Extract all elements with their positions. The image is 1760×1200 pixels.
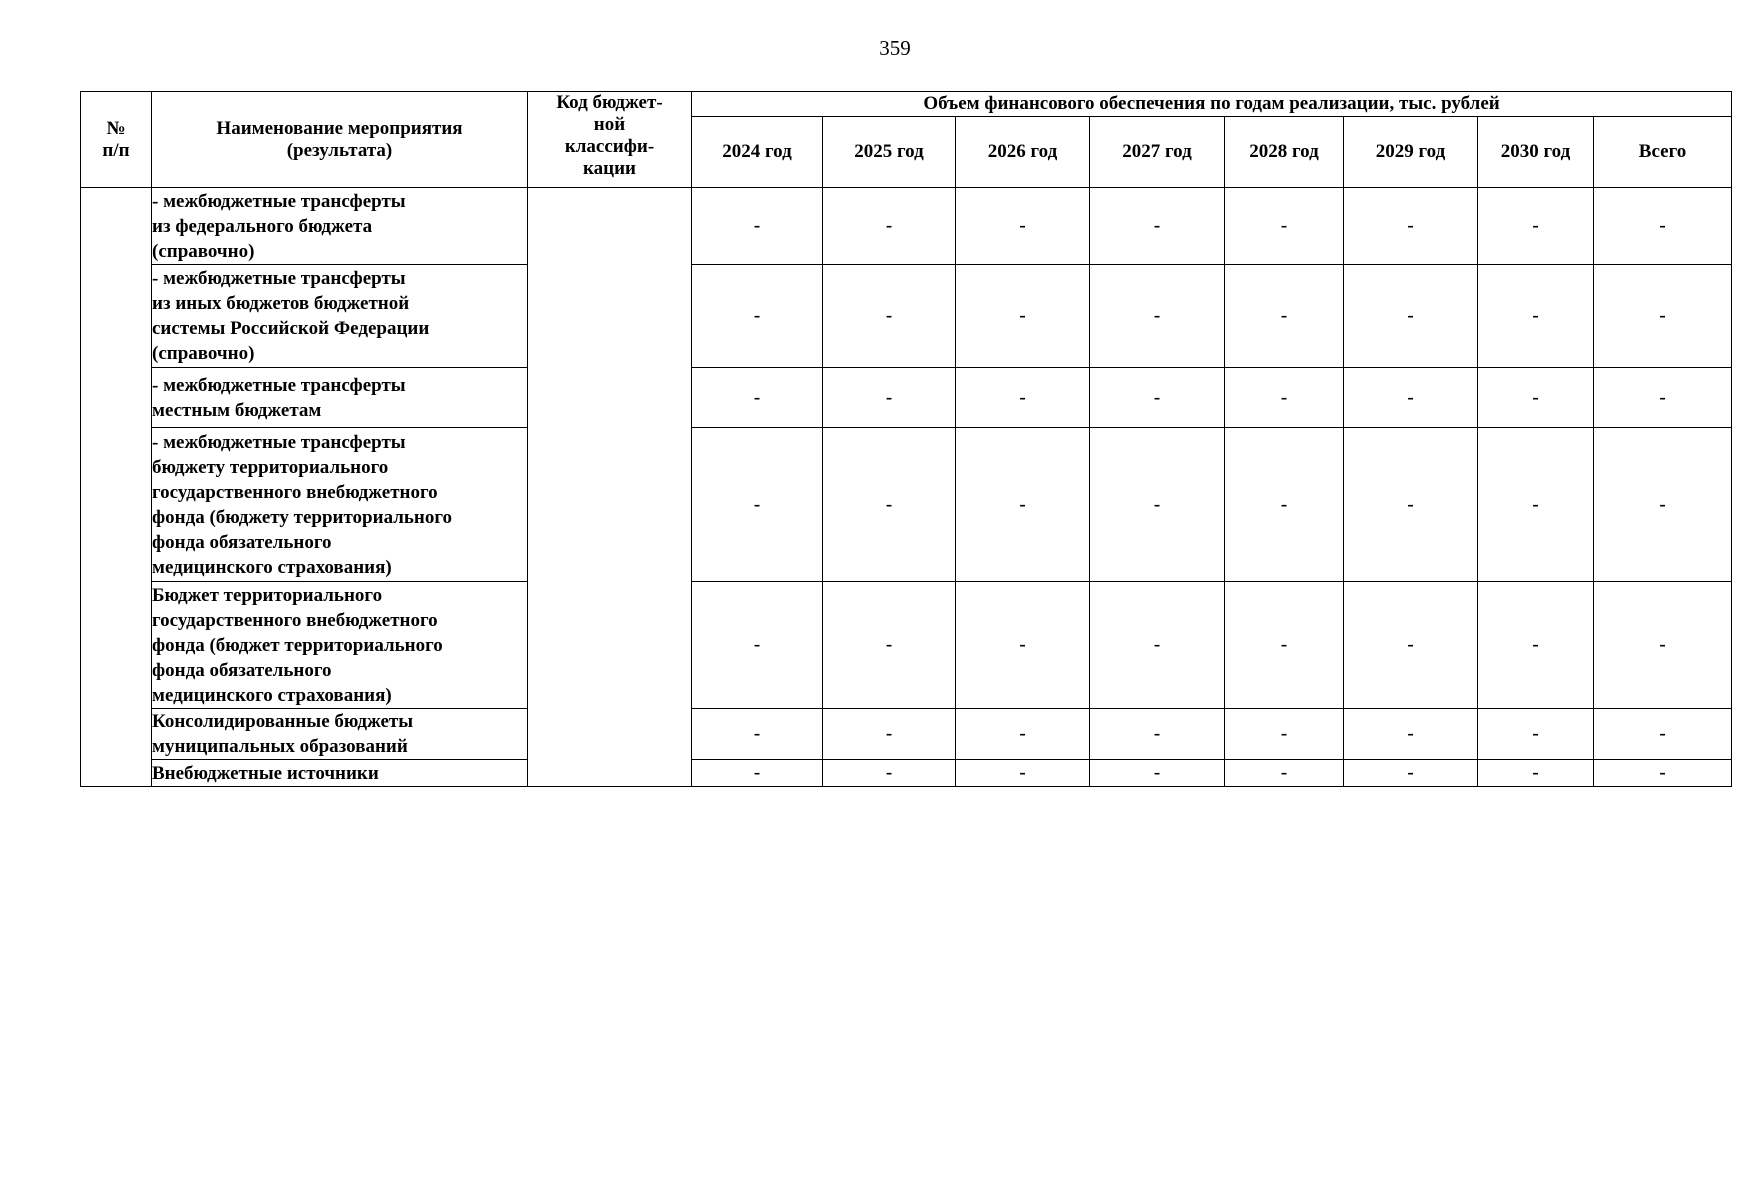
value-cell: - <box>1344 368 1478 428</box>
header-year: 2030 год <box>1478 117 1594 188</box>
header-total: Всего <box>1594 117 1732 188</box>
value-cell: - <box>823 265 956 368</box>
header-year: 2029 год <box>1344 117 1478 188</box>
value-cell: - <box>1344 709 1478 760</box>
value-cell: - <box>692 709 823 760</box>
value-cell: - <box>1090 709 1225 760</box>
value-cell: - <box>692 760 823 787</box>
value-cell: - <box>1594 582 1732 709</box>
value-cell: - <box>956 368 1090 428</box>
value-cell: - <box>1090 188 1225 265</box>
value-cell: - <box>1090 428 1225 582</box>
value-cell: - <box>692 265 823 368</box>
value-cell: - <box>1478 709 1594 760</box>
value-cell: - <box>1594 428 1732 582</box>
value-cell: - <box>1090 368 1225 428</box>
header-year: 2027 год <box>1090 117 1225 188</box>
value-cell: - <box>823 368 956 428</box>
value-cell: - <box>1344 582 1478 709</box>
header-year: 2025 год <box>823 117 956 188</box>
header-year: 2028 год <box>1225 117 1344 188</box>
value-cell: - <box>1225 760 1344 787</box>
value-cell: - <box>1478 188 1594 265</box>
row-name: Бюджет территориального государственного внебюджетного фонда (бюджет территориального фонда обязательного медицинского страхования) <box>152 582 528 709</box>
value-cell: - <box>1344 188 1478 265</box>
table-row <box>81 265 1732 368</box>
value-cell: - <box>1478 368 1594 428</box>
header-year: 2026 год <box>956 117 1090 188</box>
value-cell: - <box>956 760 1090 787</box>
value-cell: - <box>1478 428 1594 582</box>
row-name: - межбюджетные трансферты из иных бюджетов бюджетной системы Российской Федерации (справочно) <box>152 265 528 368</box>
value-cell: - <box>1478 760 1594 787</box>
value-cell: - <box>1225 368 1344 428</box>
value-cell: - <box>1344 760 1478 787</box>
value-cell: - <box>1090 265 1225 368</box>
value-cell: - <box>692 428 823 582</box>
value-cell: - <box>1594 265 1732 368</box>
value-cell: - <box>823 188 956 265</box>
value-cell: - <box>956 582 1090 709</box>
header-budget-code: Код бюджет- ной классифи- кации <box>528 92 692 188</box>
value-cell: - <box>1478 582 1594 709</box>
page-number: 359 <box>879 36 911 60</box>
value-cell: - <box>1478 265 1594 368</box>
value-cell: - <box>1594 368 1732 428</box>
value-cell: - <box>1225 428 1344 582</box>
value-cell: - <box>823 760 956 787</box>
value-cell: - <box>1090 760 1225 787</box>
value-cell: - <box>1090 582 1225 709</box>
table-row <box>81 428 1732 582</box>
table-row <box>81 760 1732 787</box>
value-cell: - <box>1225 188 1344 265</box>
budget-code-cell <box>528 188 692 787</box>
value-cell: - <box>1594 709 1732 760</box>
row-name: Консолидированные бюджеты муниципальных образований <box>152 709 528 760</box>
header-financing-group: Объем финансового обеспечения по годам реализации, тыс. рублей <box>692 92 1732 117</box>
value-cell: - <box>956 709 1090 760</box>
value-cell: - <box>956 188 1090 265</box>
table-row <box>81 368 1732 428</box>
header-name: Наименование мероприятия (результата) <box>152 92 528 188</box>
value-cell: - <box>956 428 1090 582</box>
value-cell: - <box>823 428 956 582</box>
value-cell: - <box>692 368 823 428</box>
value-cell: - <box>1594 760 1732 787</box>
value-cell: - <box>1594 188 1732 265</box>
value-cell: - <box>1344 428 1478 582</box>
value-cell: - <box>823 709 956 760</box>
value-cell: - <box>692 188 823 265</box>
value-cell: - <box>692 582 823 709</box>
table-row <box>81 709 1732 760</box>
row-name: Внебюджетные источники <box>152 760 528 787</box>
header-num: № п/п <box>81 92 152 188</box>
row-name: - межбюджетные трансферты местным бюджетам <box>152 368 528 428</box>
table-row <box>81 188 1732 265</box>
value-cell: - <box>956 265 1090 368</box>
financing-table <box>80 91 1732 787</box>
table-row <box>81 582 1732 709</box>
num-cell <box>81 188 152 787</box>
value-cell: - <box>1225 709 1344 760</box>
value-cell: - <box>823 582 956 709</box>
value-cell: - <box>1225 582 1344 709</box>
header-year: 2024 год <box>692 117 823 188</box>
row-name: - межбюджетные трансферты бюджету территориального государственного внебюджетного фонда (бюджету территориального фонда обязательного медицинского страхования) <box>152 428 528 582</box>
value-cell: - <box>1344 265 1478 368</box>
value-cell: - <box>1225 265 1344 368</box>
row-name: - межбюджетные трансферты из федерального бюджета (справочно) <box>152 188 528 265</box>
